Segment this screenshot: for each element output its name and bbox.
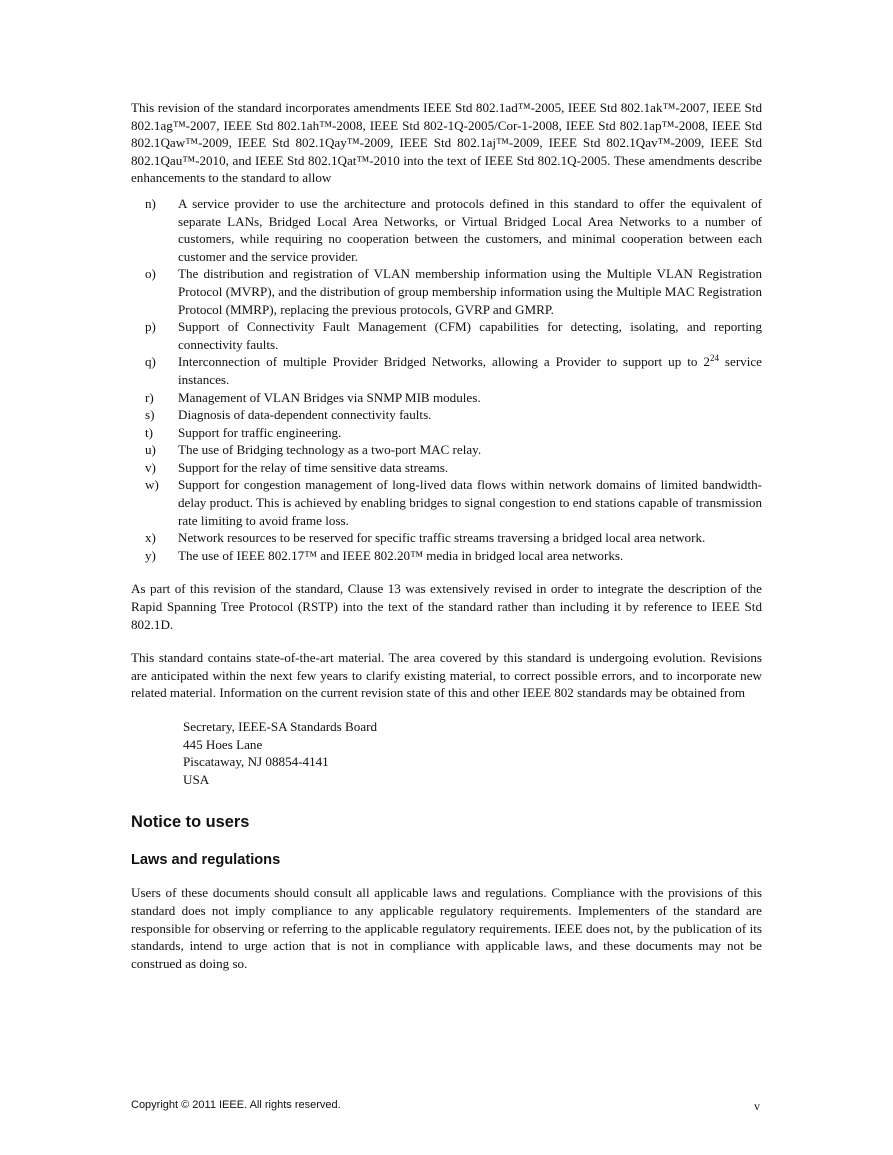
list-marker: r): [145, 389, 154, 405]
address-line: Secretary, IEEE-SA Standards Board: [183, 719, 378, 734]
list-item-text: Network resources to be reserved for specific traffic streams traversing a bridged local area network.: [178, 530, 706, 546]
list-item: [131, 441, 762, 459]
list-item-text: A service provider to use the architecture and protocols defined in this standard to offer the equivalent of separate LANs, Bridged Local Area Networks, or Virtual Bridged Local Area Networks to a number of customers, while requiring no cooperation between the customers, and minimal cooperation between each customer and the service provider.: [178, 195, 762, 264]
list-item-text: Management of VLAN Bridges via SNMP MIB modules.: [178, 389, 481, 405]
list-marker: u): [145, 442, 156, 458]
document-page: [131, 99, 762, 972]
list-marker: o): [145, 266, 156, 282]
list-item: [131, 318, 762, 353]
list-item: [131, 529, 762, 547]
list-item: [131, 476, 762, 529]
list-item-text: Support for the relay of time sensitive data streams.: [178, 459, 449, 475]
section-heading: Notice to users: [131, 813, 250, 832]
page-footer: [131, 1099, 762, 1111]
subsection-heading: Laws and regulations: [131, 852, 281, 869]
list-item-text: Support for congestion management of long-lived data flows within network domains of limited bandwidth-delay product. This is achieved by enabling bridges to signal congestion to end stations capable of transmission rate limiting to avoid frame loss.: [178, 477, 762, 528]
list-marker: v): [145, 459, 156, 475]
list-item-text: The use of Bridging technology as a two-port MAC relay.: [178, 442, 482, 458]
page-number: v: [754, 1099, 760, 1113]
list-item: [131, 406, 762, 424]
list-marker: p): [145, 319, 156, 335]
amendment-list: [131, 195, 762, 564]
intro-paragraph: This revision of the standard incorporates amendments IEEE Std 802.1ad™-2005, IEEE Std 802.1ak™-2007, IEEE Std 802.1ag™-2007, IEEE Std 802.1ah™-2008, IEEE Std 802-1Q-2005/Cor-1-2008, IEEE Std 802.1ap™-2008, IEEE Std 802.1Qaw™-2009, IEEE Std 802.1Qay™-2009, IEEE Std 802.1aj™-2009, IEEE Std 802.1Qav™-2009, IEEE Std 802.1Qau™-2010, and IEEE Std 802.1Qat™-2010 into the text of IEEE Std 802.1Q-2005. These amendments describe enhancements to the standard to allow: [131, 100, 762, 186]
state-paragraph: This standard contains state-of-the-art material. The area covered by this standard is undergoing evolution. Revisions are anticipated within the next few years to clarify existing material, to correct possible errors, and to incorporate new related material. Information on the current revision state of this and other IEEE 802 standards may be obtained from: [131, 650, 762, 701]
list-item-text: Support for traffic engineering.: [178, 424, 342, 440]
superscript-exponent: 24: [709, 353, 719, 364]
address-line: 445 Hoes Lane: [183, 736, 263, 752]
list-item-text: The use of IEEE 802.17™ and IEEE 802.20™ media in bridged local area networks.: [178, 547, 624, 563]
list-item: [131, 195, 762, 265]
list-marker: w): [145, 477, 159, 493]
address-line: Piscataway, NJ 08854-4141: [183, 754, 329, 770]
rstp-paragraph: As part of this revision of the standard, Clause 13 was extensively revised in order to integrate the description of the Rapid Spanning Tree Protocol (RSTP) into the text of the standard rather than including it by reference to IEEE Std 802.1D.: [131, 581, 762, 632]
list-item-text: Support of Connectivity Fault Management (CFM) capabilities for detecting, isolating, and reporting connectivity faults.: [178, 319, 762, 352]
list-item-text: Diagnosis of data-dependent connectivity faults.: [178, 407, 432, 423]
copyright-notice: Copyright © 2011 IEEE. All rights reserved.: [131, 1099, 341, 1111]
mailing-address: [183, 718, 762, 788]
list-marker: q): [145, 354, 156, 370]
list-item-text: Interconnection of multiple Provider Bridged Networks, allowing a Provider to support up to 2: [178, 354, 710, 370]
list-marker: x): [145, 530, 156, 546]
list-item: [131, 353, 762, 388]
list-item: [131, 424, 762, 442]
list-item: [131, 389, 762, 407]
list-item: [131, 265, 762, 318]
list-item-text-after: service instances.: [178, 354, 762, 387]
list-item-text: The distribution and registration of VLAN membership information using the Multiple VLAN Registration Protocol (MVRP), and the distribution of group membership information using the Multiple MAC Registration Protocol (MMRP), replacing the previous protocols, GVRP and GMRP.: [178, 266, 762, 317]
list-marker: t): [145, 424, 153, 440]
list-item: [131, 547, 762, 565]
list-marker: n): [145, 195, 156, 211]
list-marker: y): [145, 547, 156, 563]
address-line: USA: [183, 771, 210, 787]
list-marker: s): [145, 407, 155, 423]
laws-paragraph: Users of these documents should consult all applicable laws and regulations. Compliance with the provisions of this standard does not imply compliance to any applicable regulatory requirements. Implementers of the standard are responsible for observing or referring to the applicable regulatory requirements. IEEE does not, by the publication of its standards, intend to urge action that is not in compliance with applicable laws, and these documents may not be construed as doing so.: [131, 885, 762, 971]
list-item: [131, 459, 762, 477]
